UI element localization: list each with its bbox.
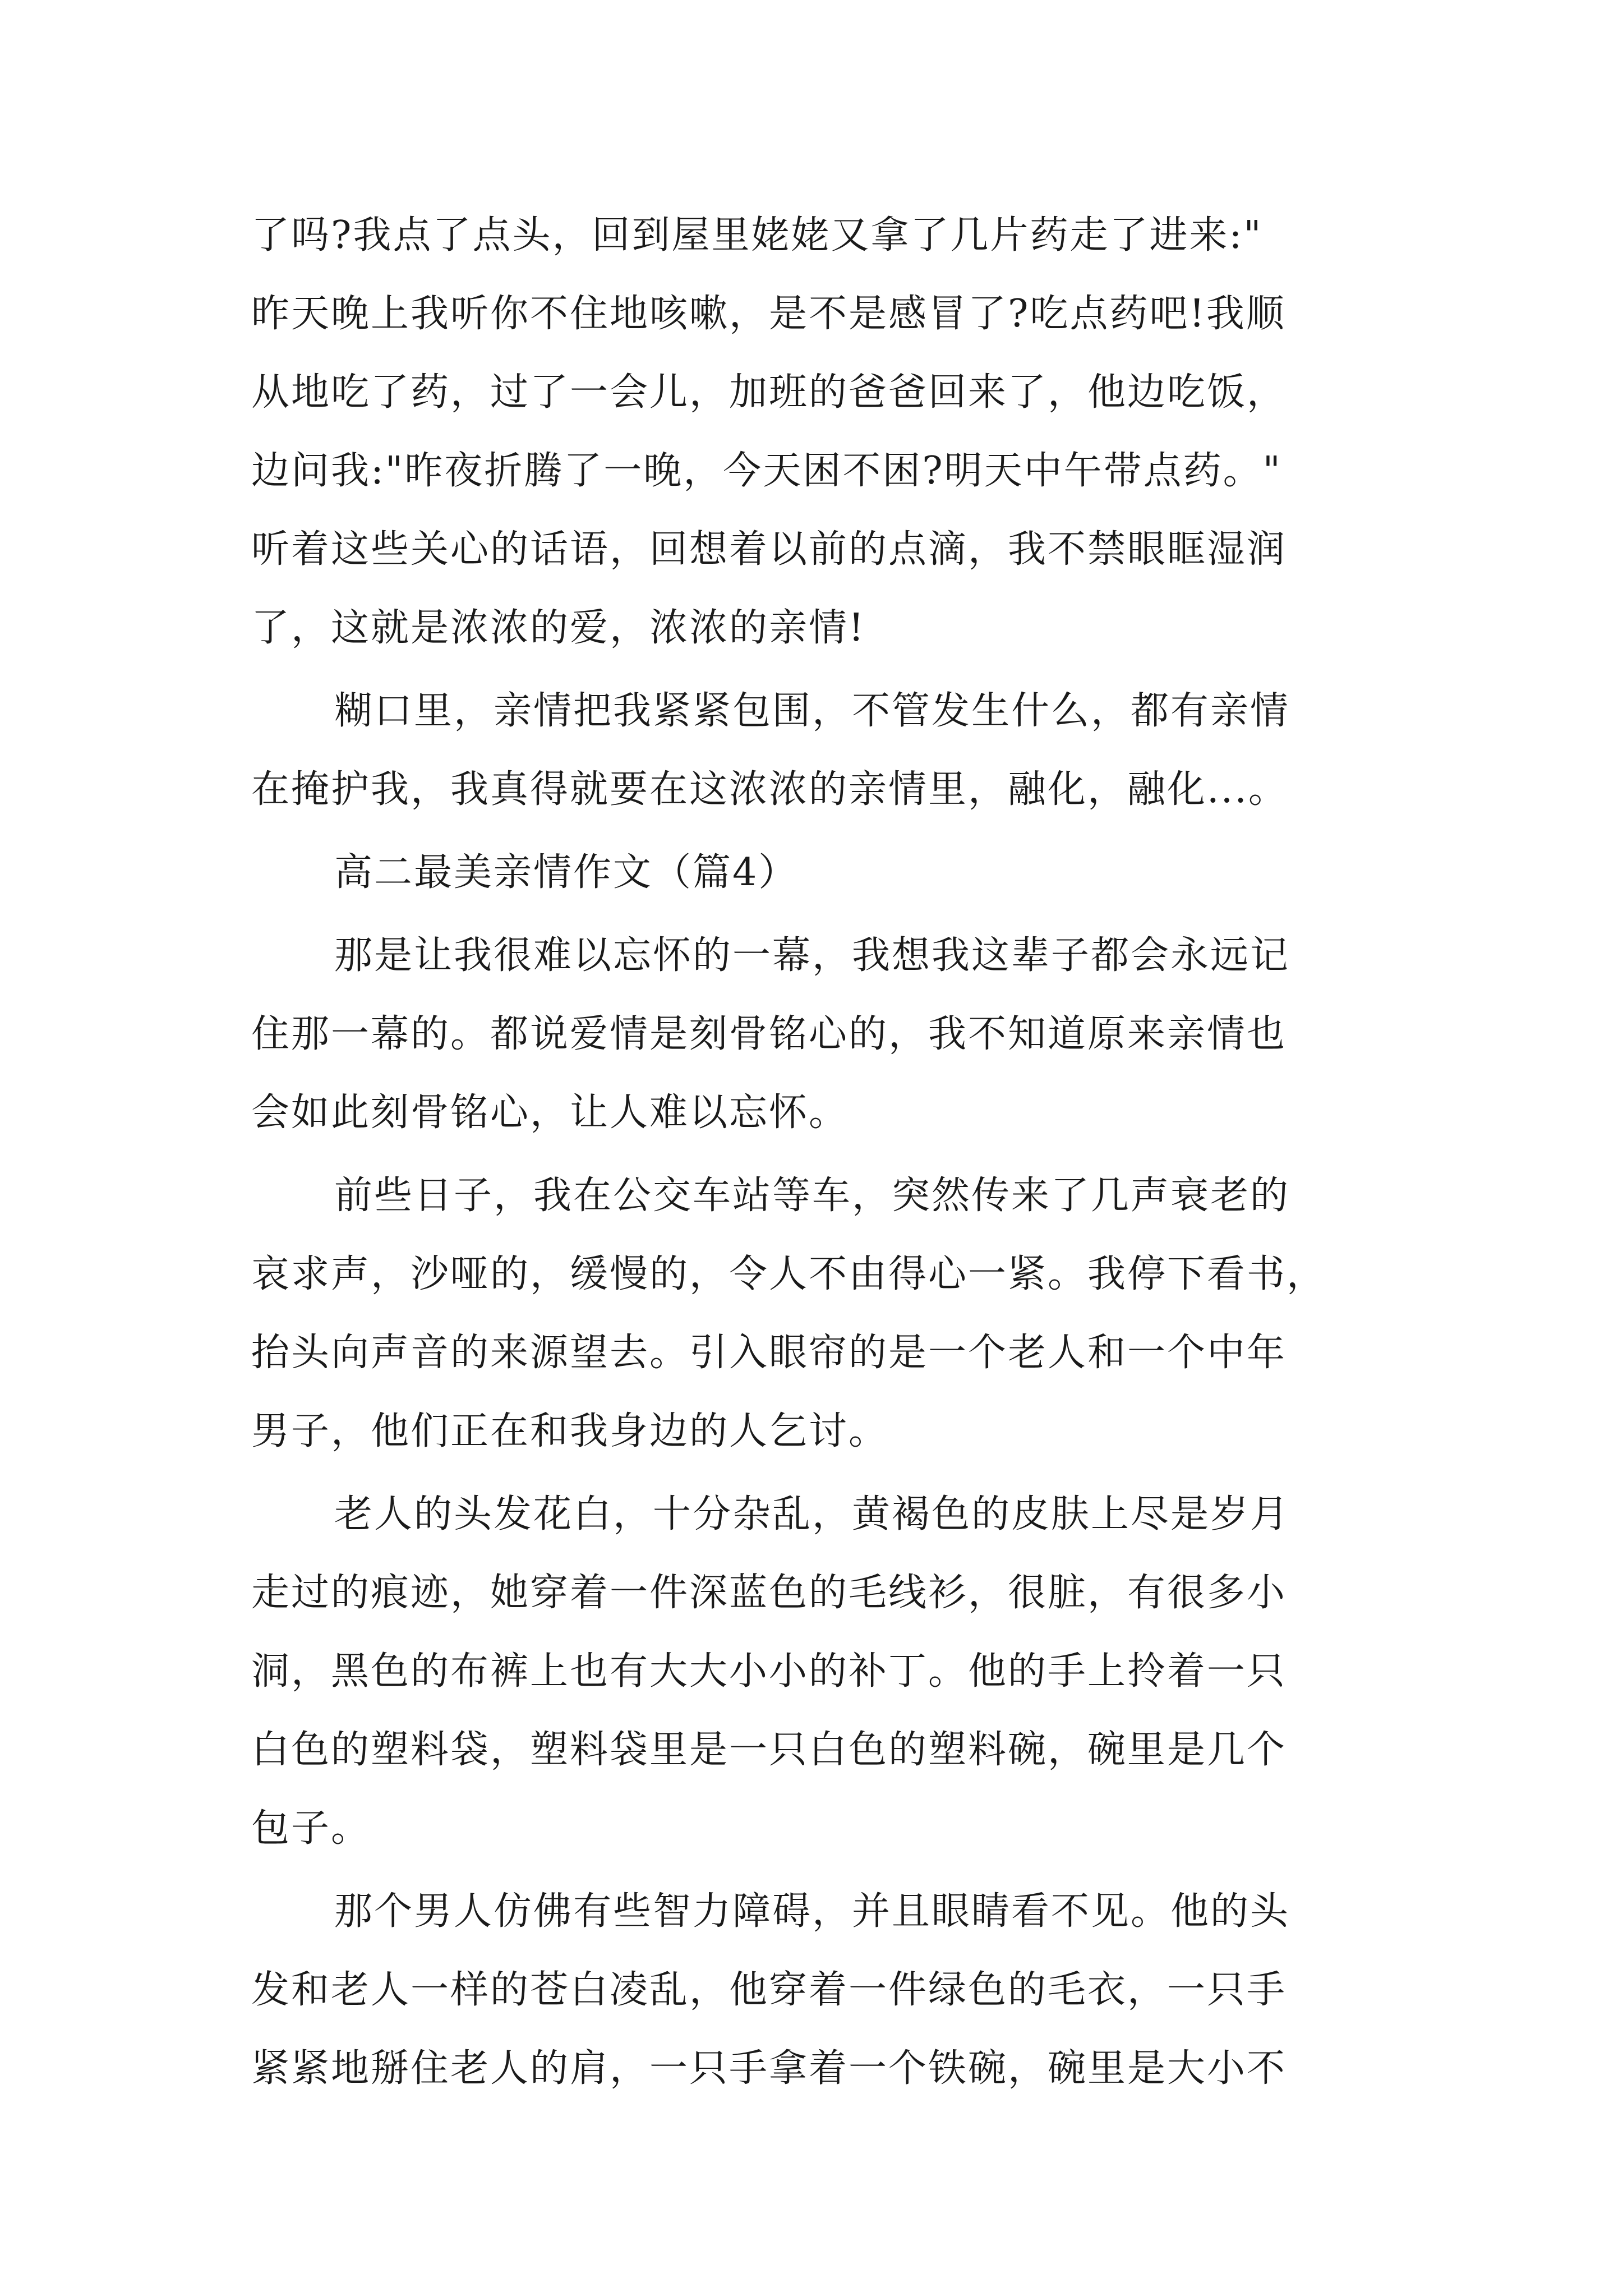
text-line: 哀求声，沙哑的，缓慢的，令人不由得心一紧。我停下看书， [251, 1252, 1327, 1296]
heading-text: 高二最美亲情作文（篇4） [334, 850, 799, 895]
text-line: 紧紧地掰住老人的肩，一只手拿着一个铁碗，碗里是大小不 [251, 2046, 1287, 2091]
text-line: 糊口里，亲情把我紧紧包围，不管发生什么，都有亲情 [334, 689, 1290, 733]
text-line: 洞，黑色的布裤上也有大大小小的补丁。他的手上拎着一只 [251, 1649, 1287, 1694]
text-line: 男子，他们正在和我身边的人乞讨。 [251, 1409, 889, 1453]
text-line: 会如此刻骨铭心，让人难以忘怀。 [251, 1091, 849, 1135]
paragraph [251, 672, 1401, 829]
text-line: 前些日子，我在公交车站等车，突然传来了几声衰老的 [334, 1174, 1290, 1218]
paragraph [251, 1872, 1401, 2108]
text-line: 走过的痕迹，她穿着一件深蓝色的毛线衫，很脏，有很多小 [251, 1571, 1287, 1615]
text-line: 昨天晚上我听你不住地咳嗽，是不是感冒了?吃点药吧!我顺 [251, 292, 1286, 336]
text-line: 从地吃了药，过了一会儿，加班的爸爸回来了，他边吃饭， [251, 370, 1287, 415]
text-line: 听着这些关心的话语，回想着以前的点滴，我不禁眼眶湿润 [251, 527, 1287, 572]
paragraph [251, 196, 1401, 668]
text-line: 抬头向声音的来源望去。引入眼帘的是一个老人和一个中年 [251, 1331, 1287, 1375]
text-line: 边问我:"昨夜折腾了一晚，今天困不困?明天中午带点药。" [251, 449, 1282, 493]
paragraph [251, 1157, 1401, 1471]
text-line: 发和老人一样的苍白凌乱，他穿着一件绿色的毛衣，一只手 [251, 1968, 1287, 2012]
text-line: 那是让我很难以忘怀的一幕，我想我这辈子都会永远记 [334, 933, 1290, 978]
essay-body [251, 196, 1401, 2108]
text-line: 那个男人仿佛有些智力障碍，并且眼睛看不见。他的头 [334, 1889, 1290, 1934]
text-line: 了，这就是浓浓的爱，浓浓的亲情! [251, 606, 866, 650]
section-heading [251, 834, 1401, 912]
text-line: 包子。 [251, 1806, 371, 1851]
text-line: 老人的头发花白，十分杂乱，黄褐色的皮肤上尽是岁月 [334, 1492, 1290, 1536]
text-line: 在掩护我，我真得就要在这浓浓的亲情里，融化，融化...。 [251, 767, 1288, 812]
text-line: 了吗?我点了点头，回到屋里姥姥又拿了几片药走了进来:" [251, 213, 1263, 257]
paragraph [251, 1475, 1401, 1868]
text-line: 白色的塑料袋，塑料袋里是一只白色的塑料碗，碗里是几个 [251, 1728, 1287, 1772]
paragraph [251, 917, 1401, 1152]
text-line: 住那一幕的。都说爱情是刻骨铭心的，我不知道原来亲情也 [251, 1012, 1287, 1056]
